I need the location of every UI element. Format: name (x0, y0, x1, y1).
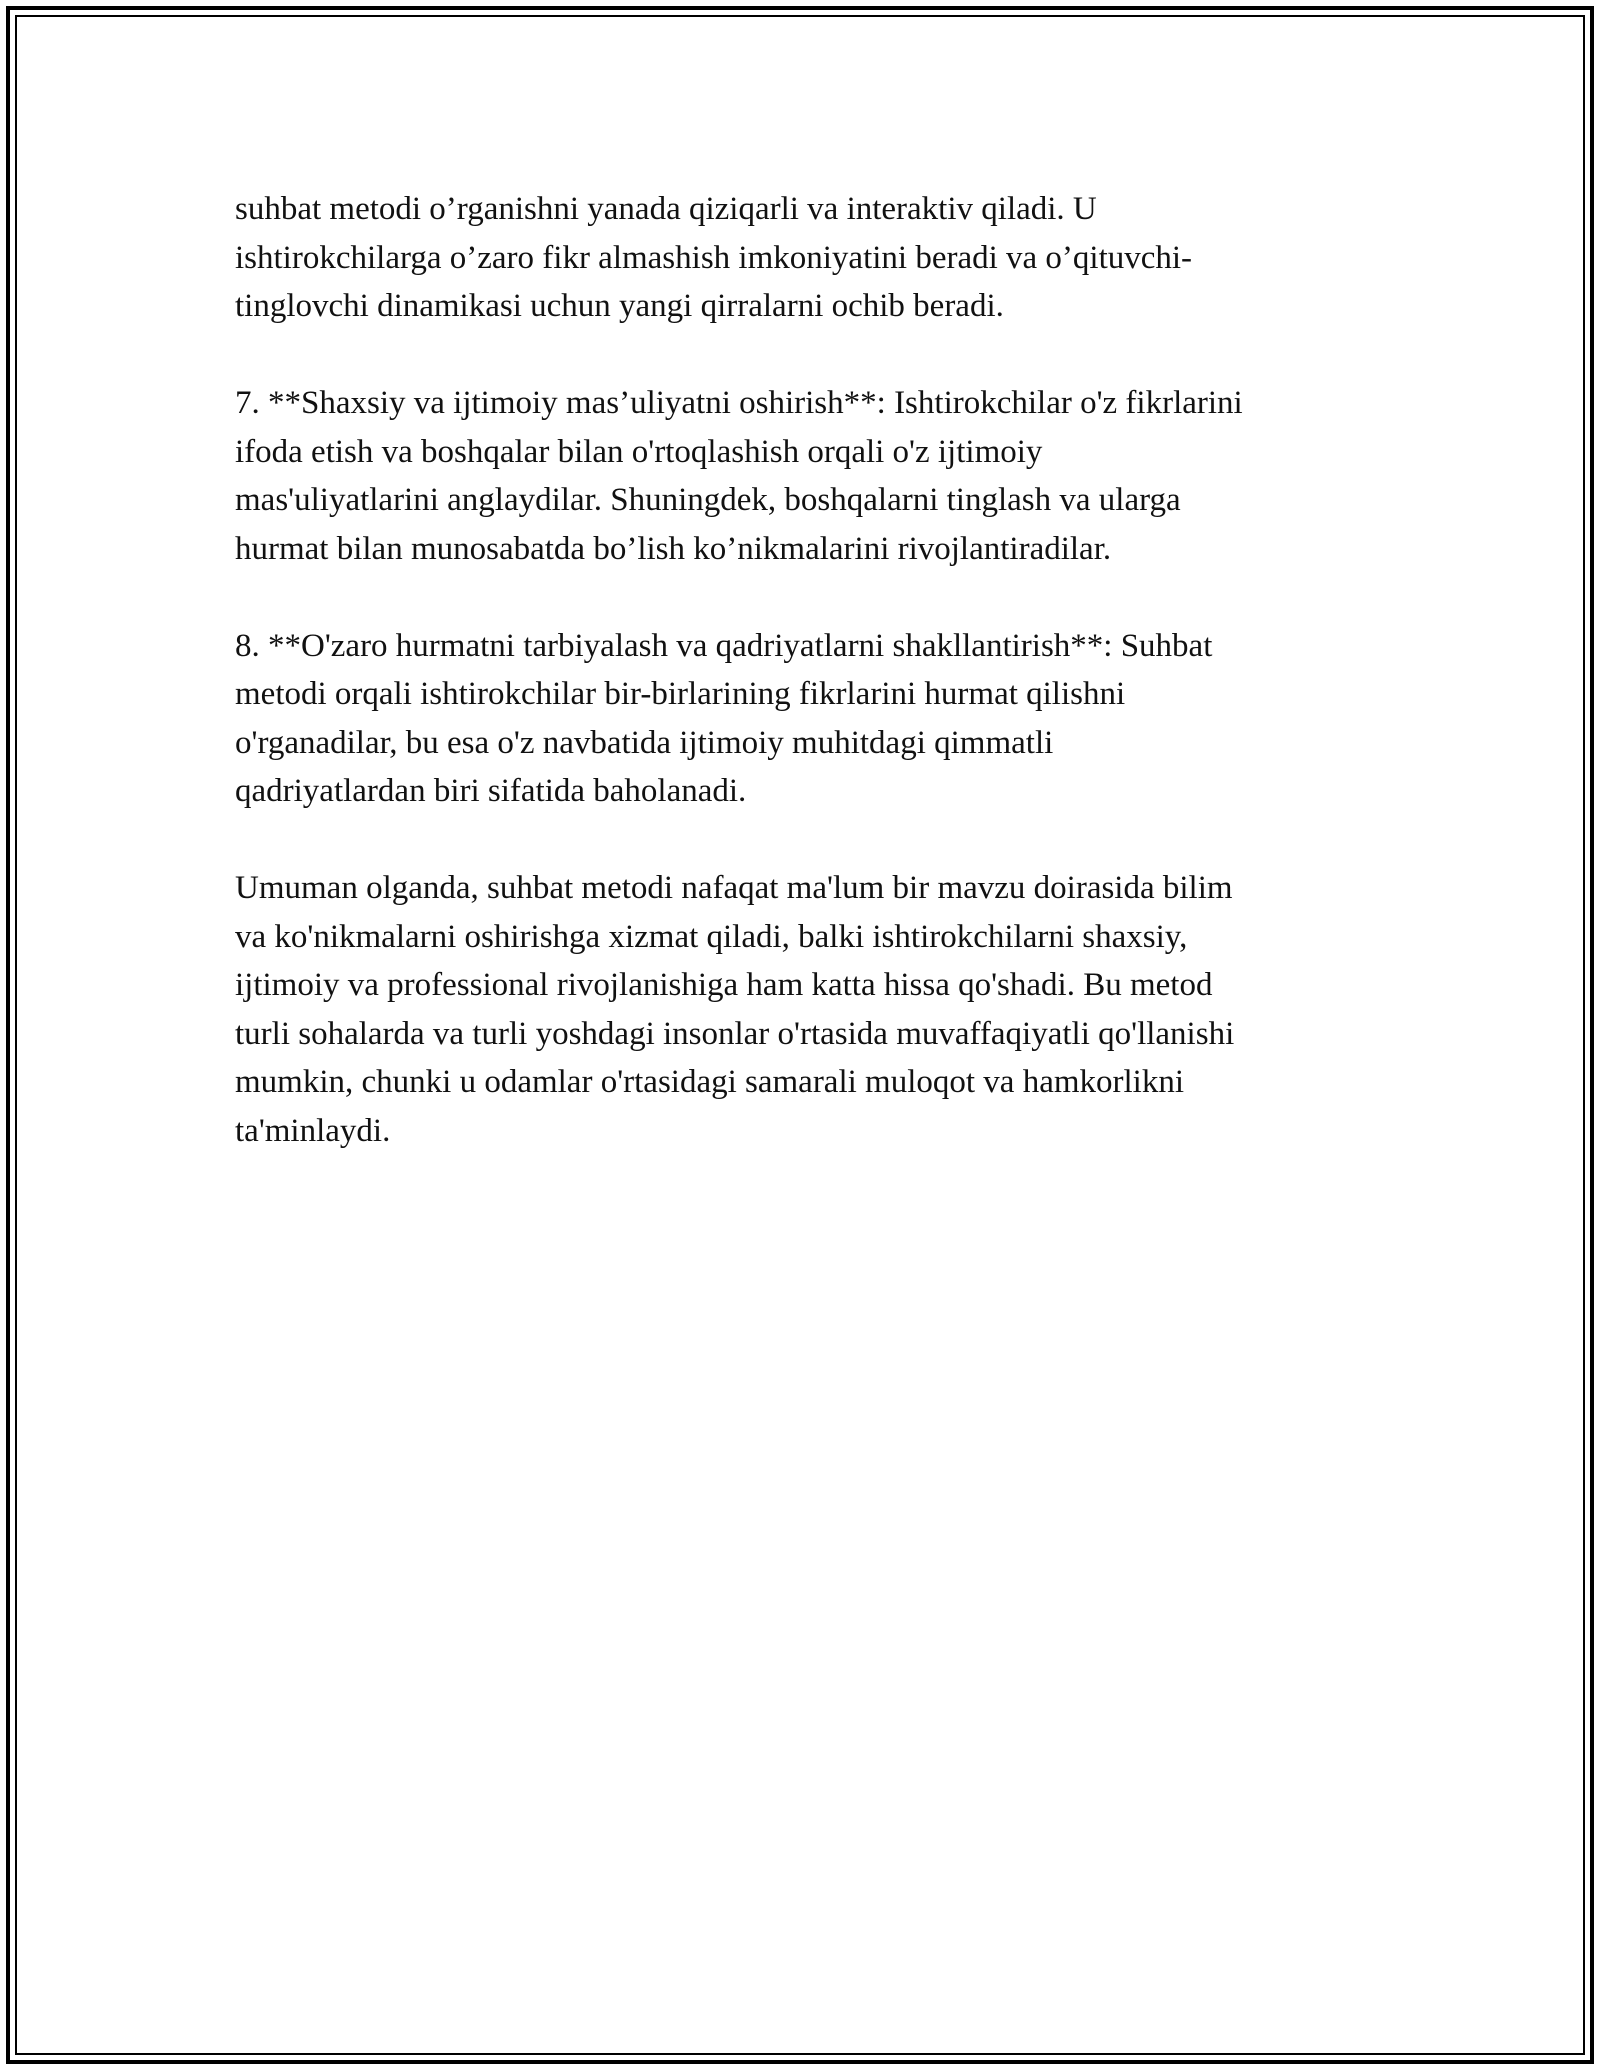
paragraph-item-7: 7. **Shaxsiy va ijtimoiy mas’uliyatni oshirish**: Ishtirokchilar o'z fikrlarini ifoda etish va boshqalar bilan o'rtoqlashish orqali o'z ijtimoiy mas'uliyatlarini anglaydilar. Shuningdek, boshqalarni tinglash va ularga hurmat bilan munosabatda bo’lish ko’nikmalarini rivojlantiradilar. (235, 385, 1243, 567)
paragraph-conclusion: Umuman olganda, suhbat metodi nafaqat ma'lum bir mavzu doirasida bilim va ko'nikmalarni oshirishga xizmat qiladi, balki ishtirokchilarni shaxsiy, ijtimoiy va professional rivojlanishiga ham katta hissa qo'shadi. Bu metod turli sohalarda va turli yoshdagi insonlar o'rtasida muvaffaqiyatli qo'llanishi mumkin, chunki u odamlar o'rtasidagi samarali muloqot va hamkorlikni ta'minlaydi. (235, 870, 1235, 1149)
paragraph-item-8: 8. **O'zaro hurmatni tarbiyalash va qadriyatlarni shakllantirish**: Suhbat metodi orqali ishtirokchilar bir-birlarining fikrlarini hurmat qilishni o'rganadilar, bu esa o'z navbatida ijtimoiy muhitdagi qimmatli qadriyatlardan biri sifatida baholanadi. (235, 627, 1213, 809)
paragraph-intro-continuation: suhbat metodi o’rganishni yanada qiziqarli va interaktiv qiladi. U ishtirokchilarga o’zaro fikr almashish imkoniyatini beradi va o’qituvchi- tinglovchi dinamikasi uchun yangi qirralarni ochib beradi. (235, 191, 1193, 324)
document-body (235, 185, 1365, 1155)
